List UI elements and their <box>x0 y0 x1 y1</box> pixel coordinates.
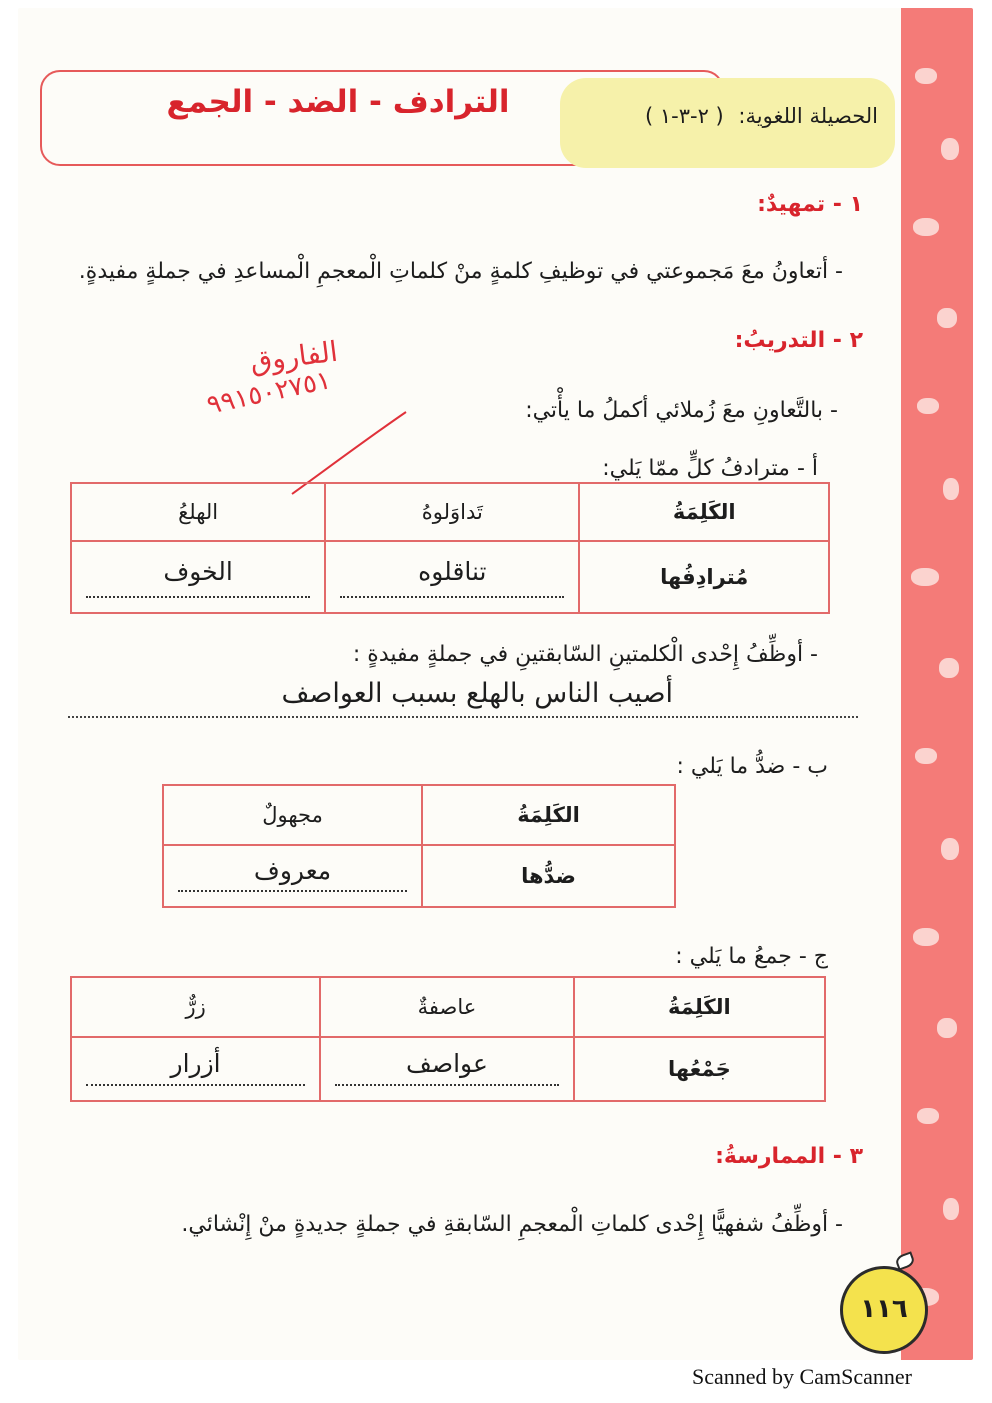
workbook-page <box>18 8 973 1360</box>
sentence-dotted-line <box>68 716 858 718</box>
strip-dot <box>913 218 939 236</box>
synonyms-title: أ - مترادفُ كلٍّ ممّا يَلي: <box>602 456 818 481</box>
lesson-title: الترادف - الضد - الجمع <box>166 84 510 120</box>
synonyms-word-1: تَداوَلوهُ <box>325 483 579 541</box>
antonyms-word: مجهولٌ <box>163 785 422 845</box>
section3-heading: ٣ - الممارسةُ: <box>715 1144 863 1169</box>
section2-heading: ٢ - التدريبُ: <box>734 328 863 353</box>
section3-text: - أوظِّفُ شفهيًّا إِحْدى كلماتِ الْمعجمِ السّابقةِ في جملةٍ جديدةٍ منْ إِنْشائي. <box>181 1212 843 1237</box>
answer-dotted-line <box>335 1084 559 1086</box>
plurals-table <box>70 976 826 1102</box>
page-number-badge <box>840 1266 928 1354</box>
synonyms-answer-1: تناقلوه <box>418 556 487 586</box>
strip-dot <box>937 1018 957 1038</box>
strip-dot <box>917 1108 939 1124</box>
strip-dot <box>915 748 937 764</box>
handwritten-number: ٩٩١٥٠٢٧٥١ <box>204 365 334 421</box>
antonyms-answer-cell[interactable] <box>163 845 422 907</box>
strip-dot <box>939 658 959 678</box>
strip-dot <box>943 1198 959 1220</box>
section1-text: - أتعاونُ معَ مَجموعتي في توظيفِ كلمةٍ منْ كلماتِ الْمعجمِ الْمساعدِ في جملةٍ مفيدةٍ. <box>78 259 843 284</box>
decorative-side-strip <box>901 8 973 1360</box>
lesson-code: ( ٢-٣-١ ) <box>644 104 724 128</box>
answer-dotted-line <box>340 596 564 598</box>
use-sentence-prompt: - أوظِّفُ إِحْدى الْكلمتينِ السّابقتينِ في جملةٍ مفيدةٍ : <box>352 642 818 667</box>
vocabulary-label <box>573 104 878 128</box>
plurals-answer-cell-1[interactable] <box>320 1037 574 1101</box>
synonyms-answer-cell-1[interactable] <box>325 541 579 613</box>
plurals-word-1: عاصفةٌ <box>320 977 574 1037</box>
strip-dot <box>913 928 939 946</box>
plurals-title: ج - جمعُ ما يَلي : <box>675 944 828 969</box>
strip-dot <box>941 838 959 860</box>
scanner-watermark: Scanned by CamScanner <box>692 1364 912 1389</box>
handwritten-name: الفاروق <box>248 334 340 379</box>
plurals-word-2: زرٌّ <box>71 977 320 1037</box>
antonyms-answer: معروف <box>253 855 332 885</box>
strip-dot <box>943 478 959 500</box>
synonyms-answer-label: مُترادِفُها <box>579 541 829 613</box>
section2-intro: - بالتَّعاونِ معَ زُملائي أكملُ ما يأْتي: <box>525 398 838 423</box>
section1-heading: ١ - تمهيدٌ: <box>757 192 863 217</box>
strip-dot <box>915 68 937 84</box>
plurals-answer-1: عواصف <box>405 1048 488 1078</box>
answer-dotted-line <box>178 890 407 892</box>
synonyms-word-label: الكَلِمَةُ <box>579 483 829 541</box>
answer-dotted-line <box>86 1084 305 1086</box>
plurals-answer-cell-2[interactable] <box>71 1037 320 1101</box>
synonyms-table <box>70 482 830 614</box>
answer-dotted-line <box>86 596 310 598</box>
synonyms-word-2: الهلعُ <box>71 483 325 541</box>
plurals-word-label: الكَلِمَةُ <box>574 977 825 1037</box>
strip-dot <box>941 138 959 160</box>
synonyms-answer-2: الخوف <box>163 556 233 586</box>
antonyms-table <box>162 784 676 908</box>
vocabulary-label-text: الحصيلة اللغوية: <box>738 104 878 128</box>
antonyms-word-label: الكَلِمَةُ <box>422 785 675 845</box>
plurals-answer-2: أزرار <box>170 1048 221 1078</box>
strip-dot <box>911 568 939 586</box>
strip-dot <box>917 398 939 414</box>
antonyms-answer-label: ضدُّها <box>422 845 675 907</box>
plurals-answer-label: جَمْعُها <box>574 1037 825 1101</box>
synonyms-answer-cell-2[interactable] <box>71 541 325 613</box>
strip-dot <box>937 308 957 328</box>
antonyms-title: ب - ضدُّ ما يَلي : <box>676 754 828 779</box>
page-number: ١١٦ <box>860 1294 908 1324</box>
use-sentence-answer[interactable]: أصيب الناس بالهلع بسبب العواصف <box>281 678 673 709</box>
